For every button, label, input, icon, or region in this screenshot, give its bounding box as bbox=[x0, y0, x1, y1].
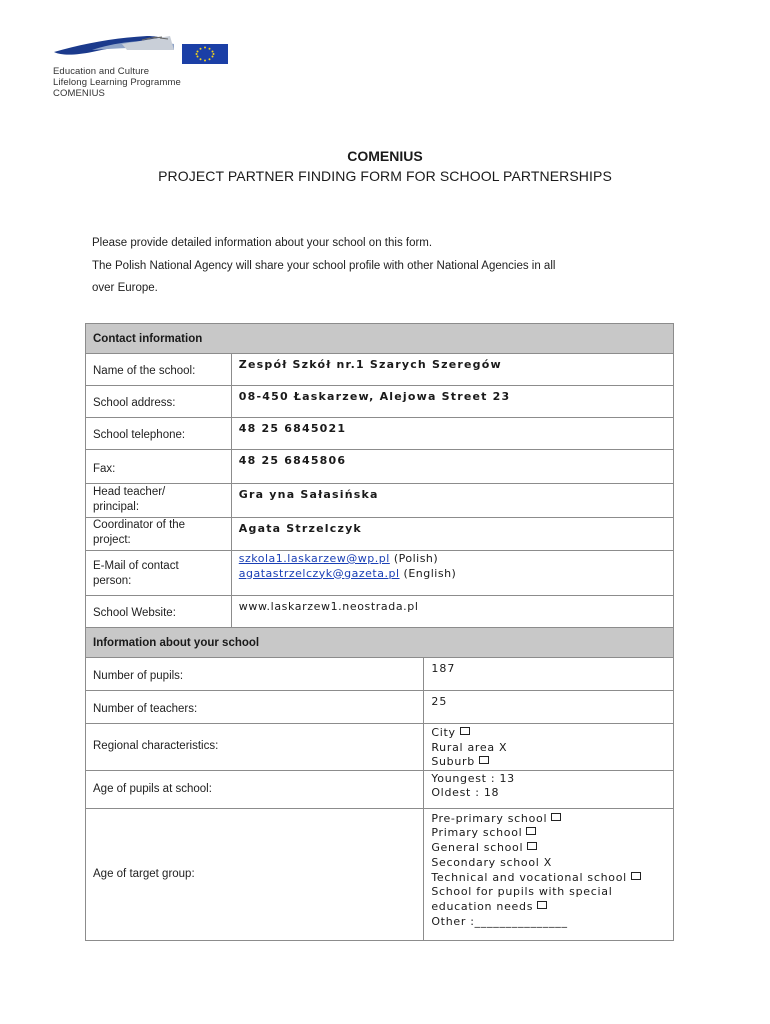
table-row bbox=[86, 418, 674, 450]
checkbox-icon[interactable] bbox=[631, 872, 641, 880]
intro-line-3: over Europe. bbox=[92, 282, 158, 294]
regional-option-city[interactable]: City bbox=[431, 726, 666, 741]
head-teacher-label bbox=[86, 484, 232, 518]
table-row bbox=[86, 596, 674, 628]
intro-line-1: Please provide detailed information about your school on this form. bbox=[92, 237, 433, 249]
school-heading: Information about your school bbox=[86, 628, 674, 658]
age-oldest[interactable]: Oldest : 18 bbox=[431, 786, 500, 799]
coordinator-label-line-2: project: bbox=[93, 534, 131, 546]
table-row bbox=[86, 770, 674, 808]
partner-form-table bbox=[85, 323, 674, 941]
age-youngest[interactable]: Youngest : 13 bbox=[431, 771, 515, 785]
age-label: Age of pupils at school: bbox=[86, 770, 424, 808]
table-row bbox=[86, 691, 674, 724]
head-teacher-value[interactable]: Gra yna Sałasińska bbox=[231, 484, 673, 518]
checkbox-icon[interactable] bbox=[526, 827, 536, 835]
logo-line-2: Lifelong Learning Programme bbox=[53, 77, 181, 88]
age-value bbox=[424, 770, 674, 808]
school-address-value[interactable]: 08-450 Łaskarzew, Alejowa Street 23 bbox=[231, 386, 673, 418]
target-group-label: Age of target group: bbox=[86, 808, 424, 940]
email-label-line-1: E-Mail of contact bbox=[93, 560, 179, 572]
logo-line-3: COMENIUS bbox=[53, 88, 105, 99]
regional-value bbox=[424, 724, 674, 771]
teachers-value[interactable]: 25 bbox=[424, 691, 674, 724]
regional-option-suburb[interactable]: Suburb bbox=[431, 755, 666, 770]
coordinator-label bbox=[86, 518, 232, 551]
table-row bbox=[86, 386, 674, 418]
intro-text bbox=[92, 232, 692, 300]
coordinator-label-line-1: Coordinator of the bbox=[93, 519, 186, 531]
website-label: School Website: bbox=[86, 596, 232, 628]
school-name-label: Name of the school: bbox=[86, 354, 232, 386]
table-row bbox=[86, 518, 674, 551]
logo-caption bbox=[53, 66, 181, 99]
table-row bbox=[86, 450, 674, 484]
school-telephone-value[interactable]: 48 25 6845021 bbox=[231, 418, 673, 450]
head-teacher-label-line-1: Head teacher/ bbox=[93, 486, 166, 498]
target-option-preprimary[interactable]: Pre-primary school bbox=[431, 812, 666, 827]
coordinator-value[interactable]: Agata Strzelczyk bbox=[231, 518, 673, 551]
regional-label: Regional characteristics: bbox=[86, 724, 424, 771]
target-option-technical[interactable]: Technical and vocational school bbox=[431, 871, 666, 886]
contact-section-header bbox=[86, 324, 674, 354]
target-option-special-line-1[interactable]: School for pupils with special bbox=[431, 885, 613, 899]
document-subtitle: PROJECT PARTNER FINDING FORM FOR SCHOOL PARTNERSHIPS bbox=[158, 168, 612, 184]
school-address-label: School address: bbox=[86, 386, 232, 418]
checkbox-icon[interactable] bbox=[460, 727, 470, 735]
school-telephone-label: School telephone: bbox=[86, 418, 232, 450]
pupils-label: Number of pupils: bbox=[86, 658, 424, 691]
table-row bbox=[86, 808, 674, 940]
email-note-english: (English) bbox=[403, 566, 457, 580]
contact-heading: Contact information bbox=[86, 324, 674, 354]
target-option-primary[interactable]: Primary school bbox=[431, 826, 666, 841]
head-teacher-label-line-2: principal: bbox=[93, 501, 140, 513]
target-option-secondary[interactable]: Secondary school X bbox=[431, 855, 552, 869]
target-option-other[interactable]: Other :_______________ bbox=[431, 915, 568, 929]
checkbox-icon[interactable] bbox=[551, 813, 561, 821]
email-note-polish: (Polish) bbox=[393, 552, 439, 565]
school-name-value[interactable]: Zespół Szkół nr.1 Szarych Szeregów bbox=[231, 354, 673, 386]
document-title: COMENIUS bbox=[347, 148, 423, 164]
intro-line-2: The Polish National Agency will share your school profile with other National Agencies in all bbox=[92, 259, 556, 272]
eu-programme-logo bbox=[52, 30, 252, 102]
table-row bbox=[86, 551, 674, 596]
fax-label: Fax: bbox=[86, 450, 232, 484]
target-option-general[interactable]: General school bbox=[431, 841, 666, 856]
regional-option-rural[interactable]: Rural area X bbox=[431, 740, 508, 754]
pupils-value[interactable]: 187 bbox=[424, 658, 674, 691]
logo-line-1: Education and Culture bbox=[53, 66, 150, 77]
target-option-special-line-2[interactable]: education needs bbox=[431, 900, 666, 915]
table-row bbox=[86, 724, 674, 771]
website-value[interactable]: www.laskarzew1.neostrada.pl bbox=[231, 596, 673, 628]
checkbox-icon[interactable] bbox=[527, 842, 537, 850]
table-row bbox=[86, 658, 674, 691]
teachers-label: Number of teachers: bbox=[86, 691, 424, 724]
school-section-header bbox=[86, 628, 674, 658]
checkbox-icon[interactable] bbox=[479, 756, 489, 764]
table-row bbox=[86, 484, 674, 518]
email-link-polish[interactable]: szkola1.laskarzew@wp.pl bbox=[238, 552, 390, 565]
table-row bbox=[86, 354, 674, 386]
email-link-english[interactable]: agatastrzelczyk@gazeta.pl bbox=[238, 566, 400, 580]
email-label-line-2: person: bbox=[93, 575, 132, 587]
comenius-swoosh-flag-icon bbox=[52, 30, 232, 66]
email-label bbox=[86, 551, 232, 596]
target-group-value bbox=[424, 808, 674, 940]
checkbox-icon[interactable] bbox=[537, 901, 547, 909]
fax-value[interactable]: 48 25 6845806 bbox=[231, 450, 673, 484]
email-value bbox=[231, 551, 673, 596]
